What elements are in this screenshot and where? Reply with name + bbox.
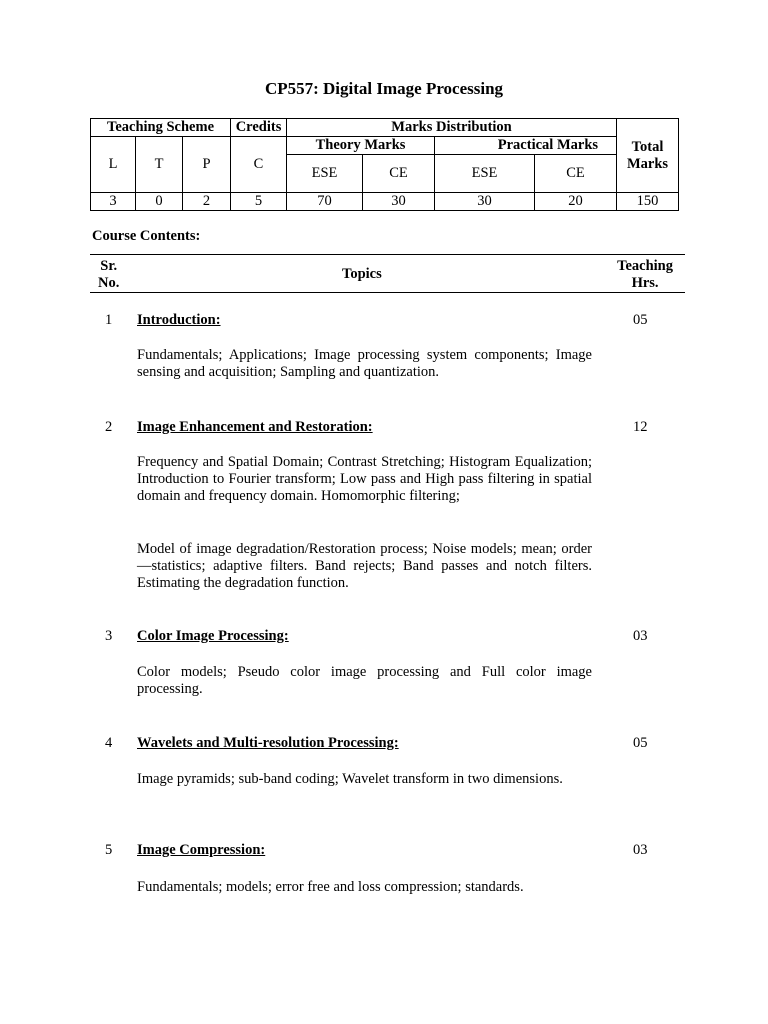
credit-header: C xyxy=(231,137,287,193)
topic-hours: 03 xyxy=(633,628,648,644)
value-lecture: 3 xyxy=(91,193,136,211)
topic-heading: Image Compression: xyxy=(137,842,266,858)
credits-header: Credits xyxy=(231,119,287,137)
topic-number: 5 xyxy=(105,842,113,858)
topics-table-header xyxy=(90,254,685,293)
topic-hours: 12 xyxy=(633,419,648,435)
page-title: CP557: Digital Image Processing xyxy=(264,79,504,98)
theory-ce-header: CE xyxy=(363,155,435,193)
topics-header: Topics xyxy=(342,266,382,282)
value-credits: 5 xyxy=(231,193,287,211)
teaching-scheme-table xyxy=(90,118,679,211)
course-contents-heading: Course Contents: xyxy=(92,228,201,244)
tutorial-header: T xyxy=(136,137,183,193)
topic-description: Fundamentals; Applications; Image processing system components; Image sensing and acquisition; Sampling and quantization. xyxy=(137,347,592,380)
value-practical: 2 xyxy=(183,193,231,211)
marks-distribution-header: Marks Distribution xyxy=(287,119,617,137)
theory-ese-header: ESE xyxy=(287,155,363,193)
sr-no-header: Sr. No. xyxy=(98,258,120,291)
value-total-marks: 150 xyxy=(617,193,679,211)
topic-heading: Color Image Processing: xyxy=(137,628,289,644)
total-marks-header: Total Marks xyxy=(617,119,679,193)
topic-number: 1 xyxy=(105,312,113,328)
value-theory-ese: 70 xyxy=(287,193,363,211)
practical-ese-header: ESE xyxy=(435,155,535,193)
topic-number: 2 xyxy=(105,419,113,435)
topic-number: 4 xyxy=(105,735,113,751)
value-theory-ce: 30 xyxy=(363,193,435,211)
topic-description: Image pyramids; sub-band coding; Wavelet transform in two dimensions. xyxy=(137,771,563,787)
topic-description: Fundamentals; models; error free and loss compression; standards. xyxy=(137,879,524,895)
topic-description: Color models; Pseudo color image processing and Full color image processing. xyxy=(137,664,592,697)
practical-ce-header: CE xyxy=(535,155,617,193)
topic-hours: 03 xyxy=(633,842,648,858)
topic-hours: 05 xyxy=(633,312,648,328)
value-tutorial: 0 xyxy=(136,193,183,211)
topic-heading: Introduction: xyxy=(137,312,221,328)
topic-number: 3 xyxy=(105,628,113,644)
topic-heading: Wavelets and Multi-resolution Processing: xyxy=(137,735,399,751)
topic-description: Model of image degradation/Restoration process; Noise models; mean; order—statistics; adaptive filters. Band rejects; Band passes and notch filters. Estimating the degradation function. xyxy=(137,541,592,591)
topic-hours: 05 xyxy=(633,735,648,751)
theory-marks-header: Theory Marks xyxy=(287,137,435,155)
teaching-scheme-header: Teaching Scheme xyxy=(91,119,231,137)
value-practical-ese: 30 xyxy=(435,193,535,211)
teaching-hours-header: Teaching Hrs. xyxy=(617,258,673,291)
value-practical-ce: 20 xyxy=(535,193,617,211)
lecture-header: L xyxy=(91,137,136,193)
topic-heading: Image Enhancement and Restoration: xyxy=(137,419,373,435)
topic-description: Frequency and Spatial Domain; Contrast Stretching; Histogram Equalization; Introduction to Fourier transform; Low pass and High pass filtering in spatial domain and frequency domain. Homomorphic filtering; xyxy=(137,454,592,504)
practical-header: P xyxy=(183,137,231,193)
practical-marks-header: Practical Marks xyxy=(435,137,617,155)
